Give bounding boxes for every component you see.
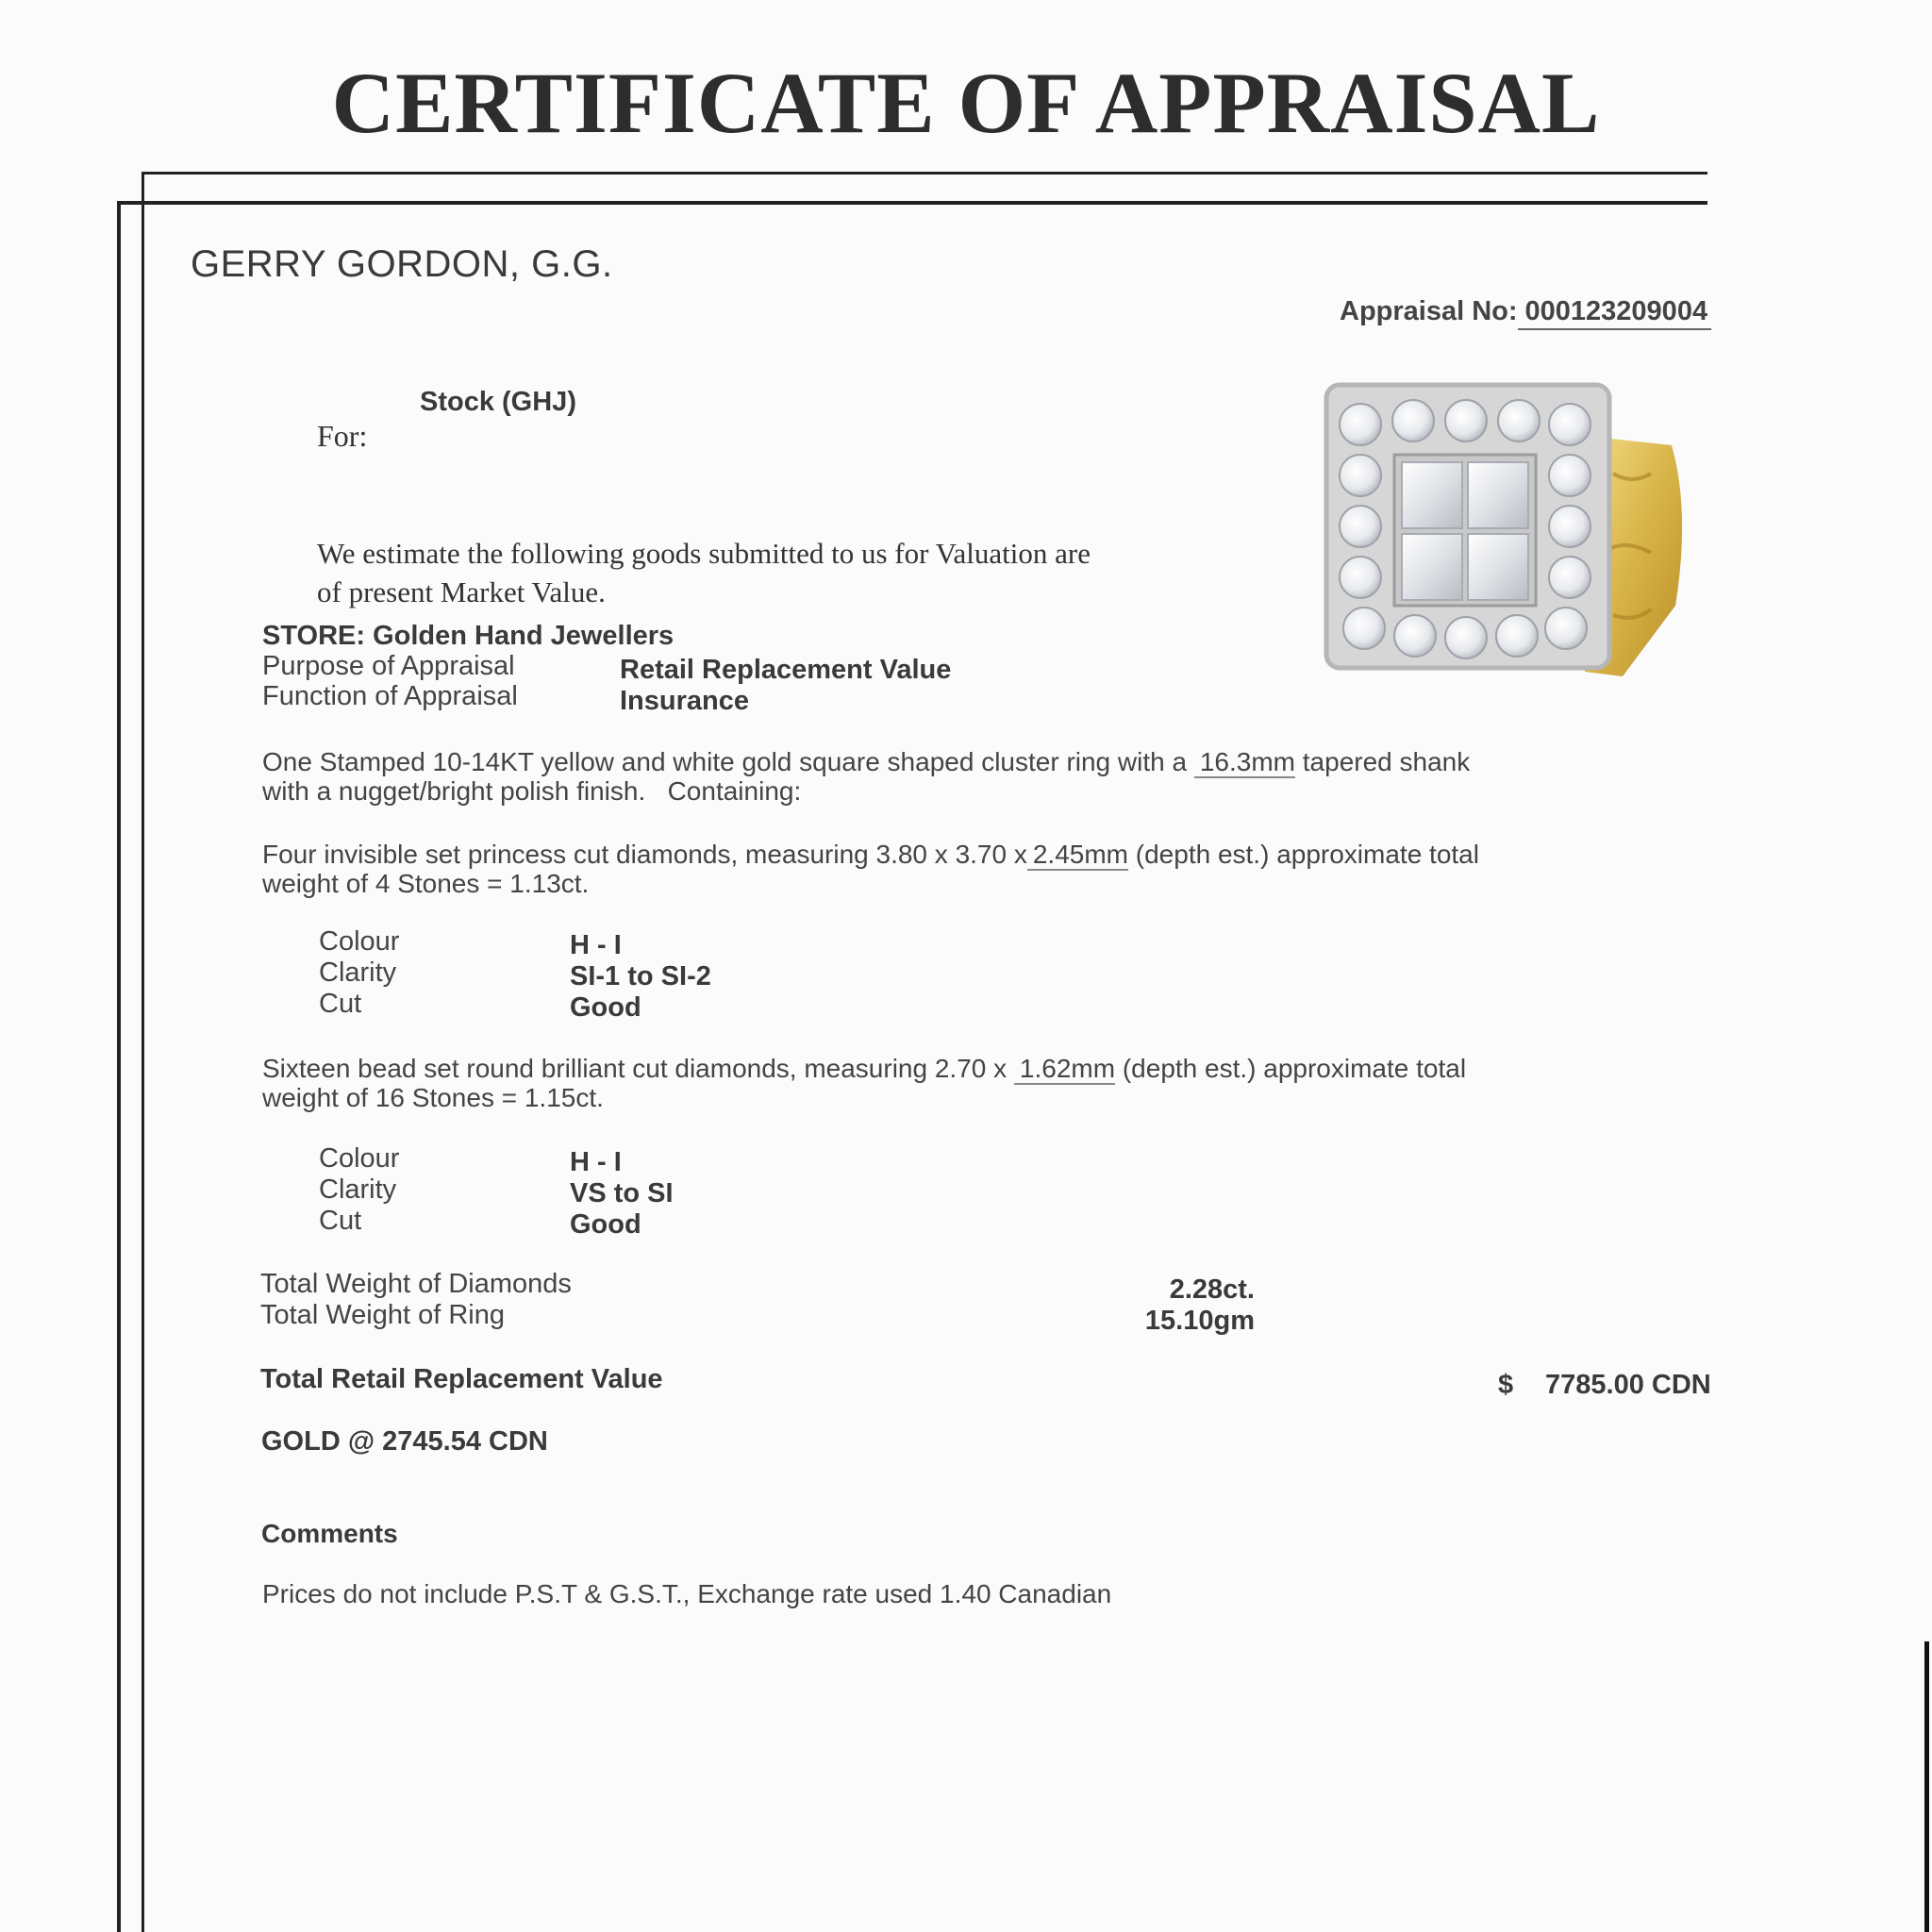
comments-heading: Comments — [261, 1519, 398, 1548]
client-name: Stock (GHJ) — [420, 387, 576, 417]
princess-diamonds-description — [262, 840, 1602, 898]
frame-left-rule-inner — [142, 172, 144, 1932]
purpose-value: Retail Replacement Value — [620, 655, 952, 685]
total-ring-value: 15.10gm — [1144, 1306, 1255, 1336]
estimate-statement: We estimate the following goods submitted to us for Valuation are of present Market Value. — [317, 537, 1091, 608]
princess-colour-value: H - I — [570, 930, 622, 960]
appraiser-name: GERRY GORDON, G.G. — [191, 243, 613, 285]
ring-photo — [1302, 370, 1698, 695]
total-diamonds-value: 2.28ct. — [1169, 1274, 1255, 1305]
shank-width: 16.3mm — [1194, 747, 1295, 778]
frame-top-rule — [142, 172, 1707, 175]
store-name: STORE: Golden Hand Jewellers — [262, 621, 675, 651]
total-ring-label: Total Weight of Ring — [260, 1300, 505, 1330]
appraisal-number — [1340, 296, 1711, 327]
princess-depth: 2.45mm — [1027, 840, 1128, 871]
round-clarity-label: Clarity — [319, 1174, 397, 1205]
round-line-1 — [262, 1054, 1602, 1083]
princess-text-2: (depth est.) approximate total — [1135, 840, 1479, 869]
frame-top-rule-inner — [117, 201, 1707, 205]
currency-symbol: $ — [1498, 1370, 1514, 1400]
round-cut-value: Good — [570, 1209, 641, 1240]
total-diamonds-label: Total Weight of Diamonds — [260, 1269, 572, 1299]
comments-text: Prices do not include P.S.T & G.S.T., Exchange rate used 1.40 Canadian — [262, 1579, 1112, 1608]
certificate-title: CERTIFICATE OF APPRAISAL — [331, 55, 1601, 151]
total-retail-value: 7785.00 CDN — [1545, 1370, 1711, 1400]
ring-desc-text-2: tapered shank — [1302, 747, 1471, 776]
round-line-2: weight of 16 Stones = 1.15ct. — [262, 1083, 604, 1112]
ring-desc-text: One Stamped 10-14KT yellow and white gold square shaped cluster ring with a — [262, 747, 1188, 776]
round-colour-value: H - I — [570, 1147, 622, 1177]
princess-cut-value: Good — [570, 992, 641, 1023]
round-cut-label: Cut — [319, 1206, 362, 1236]
princess-clarity-label: Clarity — [319, 958, 397, 988]
princess-cut-label: Cut — [319, 989, 362, 1019]
gold-price: GOLD @ 2745.54 CDN — [261, 1426, 548, 1457]
function-label: Function of Appraisal — [262, 681, 518, 711]
round-text-2: (depth est.) approximate total — [1122, 1054, 1467, 1083]
round-clarity-value: VS to SI — [570, 1178, 674, 1208]
ring-description-line-1 — [262, 747, 1602, 776]
princess-clarity-value: SI-1 to SI-2 — [570, 961, 711, 991]
round-depth: 1.62mm — [1014, 1054, 1115, 1085]
purpose-label: Purpose of Appraisal — [262, 651, 515, 681]
function-value: Insurance — [620, 686, 749, 716]
for-label: For: — [317, 419, 368, 453]
princess-colour-label: Colour — [319, 926, 400, 957]
princess-line-1 — [262, 840, 1602, 869]
appraisal-number-label: Appraisal No: — [1340, 296, 1518, 326]
princess-line-2: weight of 4 Stones = 1.13ct. — [262, 869, 590, 898]
round-colour-label: Colour — [319, 1143, 400, 1174]
ring-description — [262, 747, 1602, 806]
round-diamonds-description — [262, 1054, 1602, 1112]
ring-description-line-2: with a nugget/bright polish finish. Containing: — [262, 776, 802, 806]
round-text: Sixteen bead set round brilliant cut diamonds, measuring 2.70 x — [262, 1054, 1008, 1083]
frame-right-edge — [1924, 1641, 1929, 1932]
princess-text: Four invisible set princess cut diamonds, measuring 3.80 x 3.70 x — [262, 840, 1027, 869]
appraisal-number-value: 000123209004 — [1518, 296, 1712, 330]
frame-left-rule-outer — [117, 201, 121, 1932]
total-retail-label: Total Retail Replacement Value — [260, 1364, 663, 1394]
